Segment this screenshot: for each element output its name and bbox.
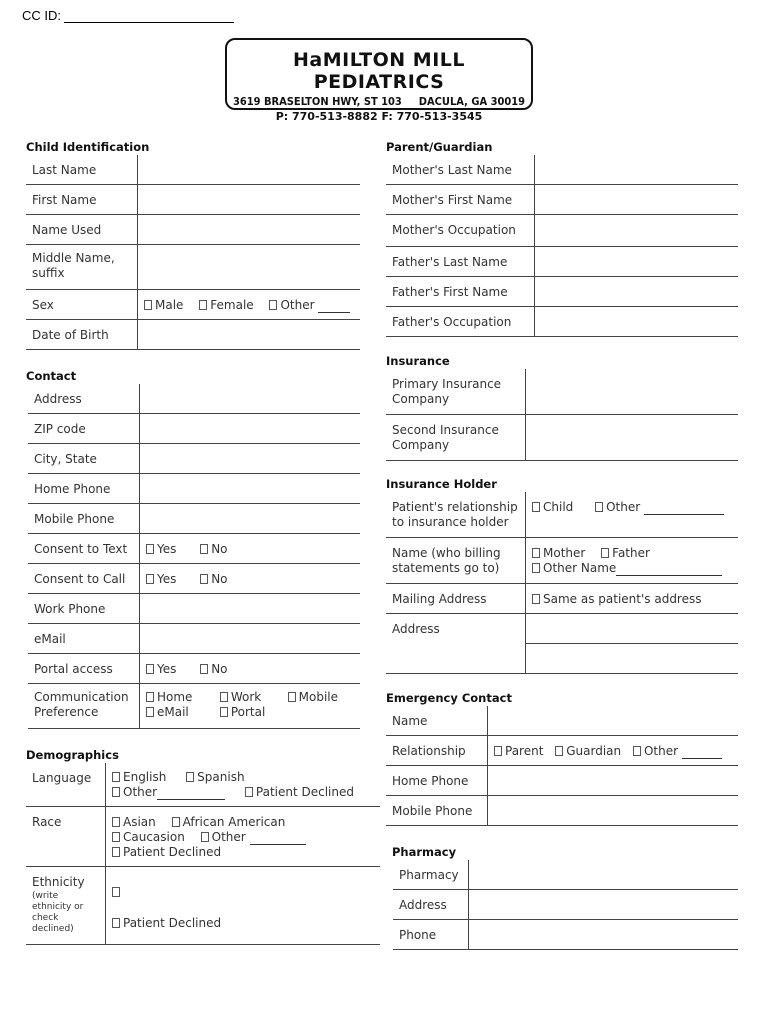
holder-other-blank[interactable] [644, 503, 724, 515]
row-father-last [386, 247, 738, 277]
label-mailing: Mailing Address [386, 584, 526, 613]
input-mobile-phone[interactable] [140, 504, 360, 533]
input-holder-address[interactable] [526, 614, 738, 673]
contact-form [28, 384, 360, 729]
option-english[interactable]: English [112, 770, 166, 784]
checkbox-icon [146, 544, 154, 554]
input-emergency-name[interactable] [488, 706, 738, 735]
checkbox-icon [555, 746, 563, 756]
label-primary-insurance: Primary Insurance Company [386, 369, 526, 414]
row-mailing [386, 584, 738, 614]
checkbox-icon [532, 502, 540, 512]
logo-practice-name: HaMILTON MILL PEDIATRICS [293, 49, 465, 93]
input-work-phone[interactable] [140, 594, 360, 623]
row-consent-text [28, 534, 360, 564]
input-mother-occ[interactable] [535, 215, 738, 246]
holder-address-line-1[interactable] [526, 614, 738, 644]
input-mother-last[interactable] [535, 155, 738, 184]
sex-other-blank[interactable] [318, 301, 350, 313]
row-mother-first [386, 185, 738, 215]
option-consent-call-no[interactable]: No [200, 572, 227, 586]
checkbox-icon [172, 817, 180, 827]
consent-text-options [140, 534, 360, 563]
option-pref-home[interactable]: Home [146, 690, 204, 705]
row-emergency-mobile-phone [386, 796, 738, 826]
row-mobile-phone [28, 504, 360, 534]
label-zip: ZIP code [28, 414, 140, 443]
checkbox-icon [186, 772, 194, 782]
label-sex: Sex [26, 290, 138, 319]
billing-options [526, 538, 738, 583]
input-city[interactable] [140, 444, 360, 473]
label-first-name: First Name [26, 185, 138, 214]
row-emergency-relationship [386, 736, 738, 766]
option-emergency-parent[interactable]: Parent [494, 744, 543, 758]
input-last-name[interactable] [138, 155, 360, 184]
checkbox-icon [199, 300, 207, 310]
checkbox-icon [532, 548, 540, 558]
row-ethnicity [26, 867, 380, 945]
row-comm-pref [28, 684, 360, 729]
row-first-name [26, 185, 360, 215]
checkbox-icon [144, 300, 152, 310]
logo-address [227, 95, 531, 108]
label-father-first: Father's First Name [386, 277, 535, 306]
checkbox-icon [112, 772, 120, 782]
row-city [28, 444, 360, 474]
checkbox-icon [633, 746, 641, 756]
input-pharmacy-address[interactable] [469, 890, 738, 919]
label-emergency-name: Name [386, 706, 488, 735]
checkbox-icon [200, 544, 208, 554]
checkbox-icon [112, 918, 120, 928]
checkbox-icon [269, 300, 277, 310]
checkbox-icon [112, 832, 120, 842]
row-work-phone [28, 594, 360, 624]
checkbox-icon [146, 707, 154, 717]
checkbox-icon [200, 664, 208, 674]
option-african-american[interactable]: African American [172, 815, 286, 829]
label-mobile-phone: Mobile Phone [28, 504, 140, 533]
row-last-name [26, 155, 360, 185]
input-dob[interactable] [138, 320, 360, 349]
option-race-other[interactable]: Other [201, 830, 306, 844]
row-holder-address [386, 614, 738, 674]
label-mother-occ: Mother's Occupation [386, 215, 535, 246]
demographics-form [26, 763, 380, 945]
race-other-blank[interactable] [250, 833, 306, 845]
checkbox-icon [146, 574, 154, 584]
row-name-used [26, 215, 360, 245]
label-pharmacy-name: Pharmacy [393, 860, 469, 889]
section-contact: Contact [26, 369, 77, 383]
child-identification-form [26, 155, 360, 350]
input-first-name[interactable] [138, 185, 360, 214]
row-father-first [386, 277, 738, 307]
label-consent-call: Consent to Call [28, 564, 140, 593]
logo-phone: P: 770-513-8882 F: 770-513-3545 [275, 110, 483, 123]
cc-id-input[interactable] [64, 10, 234, 23]
emergency-other-blank[interactable] [682, 747, 722, 759]
billing-other-blank[interactable] [616, 564, 722, 576]
label-holder-relationship: Patient's relationship to insurance holder [386, 492, 526, 537]
option-other[interactable]: Other [269, 298, 350, 312]
language-other-blank[interactable] [157, 788, 225, 800]
label-ethnicity-text: Ethnicity [32, 875, 85, 889]
option-consent-call-yes[interactable]: Yes [146, 572, 176, 586]
checkbox-icon [146, 664, 154, 674]
label-second-insurance: Second Insurance Company [386, 415, 526, 460]
label-mother-last: Mother's Last Name [386, 155, 535, 184]
option-spanish[interactable]: Spanish [186, 770, 244, 784]
option-portal-no[interactable]: No [200, 662, 227, 676]
label-work-phone: Work Phone [28, 594, 140, 623]
input-pharmacy-phone[interactable] [469, 920, 738, 949]
input-father-occ[interactable] [535, 307, 738, 336]
option-same-address[interactable]: Same as patient's address [532, 592, 702, 606]
option-ethnicity-write[interactable] [112, 885, 374, 916]
input-emergency-home-phone[interactable] [488, 766, 738, 795]
row-middle-name [26, 245, 360, 290]
input-primary-insurance[interactable] [526, 369, 738, 414]
option-male[interactable]: Male [144, 298, 183, 312]
section-emergency-contact: Emergency Contact [386, 691, 512, 705]
option-holder-child[interactable]: Child [532, 500, 573, 514]
logo-city: DACULA, GA 30019 [418, 95, 525, 108]
checkbox-icon [112, 847, 120, 857]
checkbox-icon [201, 832, 209, 842]
row-address [28, 384, 360, 414]
row-sex [26, 290, 360, 320]
option-billing-mother[interactable]: Mother [532, 546, 585, 560]
row-pharmacy-address [393, 890, 738, 920]
input-name-used[interactable] [138, 215, 360, 244]
checkbox-icon [532, 594, 540, 604]
option-pref-work[interactable]: Work [220, 690, 272, 705]
row-primary-insurance [386, 369, 738, 415]
cc-id-label: CC ID: [22, 8, 61, 23]
row-holder-relationship [386, 492, 738, 538]
label-billing: Name (who billing statements go to) [386, 538, 526, 583]
input-address[interactable] [140, 384, 360, 413]
label-holder-address: Address [386, 614, 526, 673]
label-pharmacy-address: Address [393, 890, 469, 919]
row-zip [28, 414, 360, 444]
label-language: Language [26, 763, 106, 806]
insurance-holder-form [386, 492, 738, 674]
row-emergency-name [386, 706, 738, 736]
label-emergency-relationship: Relationship [386, 736, 488, 765]
checkbox-icon [601, 548, 609, 558]
row-dob [26, 320, 360, 350]
row-pharmacy-name [393, 860, 738, 890]
checkbox-icon [112, 887, 120, 897]
section-child-identification: Child Identification [26, 140, 150, 154]
input-emergency-mobile-phone[interactable] [488, 796, 738, 825]
checkbox-icon [245, 787, 253, 797]
row-language [26, 763, 380, 807]
label-portal: Portal access [28, 654, 140, 683]
ethnicity-options [106, 867, 380, 944]
row-race [26, 807, 380, 867]
section-insurance-holder: Insurance Holder [386, 477, 497, 491]
checkbox-icon [112, 817, 120, 827]
row-billing [386, 538, 738, 584]
input-home-phone[interactable] [140, 474, 360, 503]
label-dob: Date of Birth [26, 320, 138, 349]
option-billing-father[interactable]: Father [601, 546, 650, 560]
input-pharmacy-name[interactable] [469, 860, 738, 889]
pharmacy-form [393, 860, 738, 950]
label-father-occ: Father's Occupation [386, 307, 535, 336]
input-father-first[interactable] [535, 277, 738, 306]
cc-id-field [22, 8, 234, 23]
option-asian[interactable]: Asian [112, 815, 156, 829]
option-ethnicity-declined[interactable]: Patient Declined [112, 916, 221, 930]
row-emergency-home-phone [386, 766, 738, 796]
option-billing-other[interactable]: Other Name [532, 561, 722, 575]
label-emergency-mobile-phone: Mobile Phone [386, 796, 488, 825]
logo-street: 3619 BRASELTON HWY, ST 103 [233, 95, 402, 108]
checkbox-icon [220, 707, 228, 717]
checkbox-icon [288, 692, 296, 702]
label-mother-first: Mother's First Name [386, 185, 535, 214]
checkbox-icon [595, 502, 603, 512]
label-last-name: Last Name [26, 155, 138, 184]
language-options [106, 763, 380, 806]
sex-options [138, 290, 360, 319]
comm-pref-options [140, 684, 360, 728]
input-zip[interactable] [140, 414, 360, 443]
option-female[interactable]: Female [199, 298, 253, 312]
option-consent-text-no[interactable]: No [200, 542, 227, 556]
label-email: eMail [28, 624, 140, 653]
row-mother-occ [386, 215, 738, 247]
label-middle-name: Middle Name, suffix [26, 245, 138, 289]
label-ethnicity [26, 867, 106, 944]
option-emergency-guardian[interactable]: Guardian [555, 744, 621, 758]
row-email [28, 624, 360, 654]
option-portal-yes[interactable]: Yes [146, 662, 176, 676]
input-second-insurance[interactable] [526, 415, 738, 460]
label-address: Address [28, 384, 140, 413]
option-pref-portal[interactable]: Portal [220, 705, 265, 719]
section-insurance: Insurance [386, 354, 450, 368]
row-home-phone [28, 474, 360, 504]
checkbox-icon [532, 563, 540, 573]
portal-options [140, 654, 360, 683]
row-pharmacy-phone [393, 920, 738, 950]
row-second-insurance [386, 415, 738, 461]
insurance-form [386, 369, 738, 461]
row-portal [28, 654, 360, 684]
option-race-declined[interactable]: Patient Declined [112, 845, 221, 859]
section-pharmacy: Pharmacy [392, 845, 457, 859]
checkbox-icon [112, 787, 120, 797]
practice-logo [225, 38, 533, 123]
input-middle-name[interactable] [138, 245, 360, 289]
option-pref-mobile[interactable]: Mobile [288, 690, 338, 704]
ethnicity-note: (write ethnicity or check declined) [32, 891, 84, 934]
row-father-occ [386, 307, 738, 337]
row-consent-call [28, 564, 360, 594]
option-holder-other[interactable]: Other [595, 500, 724, 514]
input-father-last[interactable] [535, 247, 738, 276]
parent-guardian-form [386, 155, 738, 337]
option-consent-text-yes[interactable]: Yes [146, 542, 176, 556]
option-language-declined[interactable]: Patient Declined [245, 785, 354, 799]
input-email[interactable] [140, 624, 360, 653]
row-mother-last [386, 155, 738, 185]
holder-relationship-options [526, 492, 738, 537]
emergency-relationship-options [488, 736, 738, 765]
race-options [106, 807, 380, 866]
checkbox-icon [200, 574, 208, 584]
option-pref-email[interactable]: eMail [146, 705, 204, 720]
label-consent-text: Consent to Text [28, 534, 140, 563]
consent-call-options [140, 564, 360, 593]
option-caucasion[interactable]: Caucasion [112, 830, 185, 844]
checkbox-icon [494, 746, 502, 756]
option-emergency-other[interactable]: Other [633, 744, 722, 758]
option-language-other[interactable]: Other [112, 785, 225, 799]
emergency-contact-form [386, 706, 738, 826]
checkbox-icon [146, 692, 154, 702]
section-demographics: Demographics [26, 748, 119, 762]
mailing-options [526, 584, 738, 613]
label-emergency-home-phone: Home Phone [386, 766, 488, 795]
section-parent-guardian: Parent/Guardian [386, 140, 493, 154]
checkbox-icon [220, 692, 228, 702]
label-comm-pref: Communication Preference [28, 684, 140, 728]
label-name-used: Name Used [26, 215, 138, 244]
label-father-last: Father's Last Name [386, 247, 535, 276]
label-city: City, State [28, 444, 140, 473]
label-pharmacy-phone: Phone [393, 920, 469, 949]
label-race: Race [26, 807, 106, 866]
input-mother-first[interactable] [535, 185, 738, 214]
label-home-phone: Home Phone [28, 474, 140, 503]
